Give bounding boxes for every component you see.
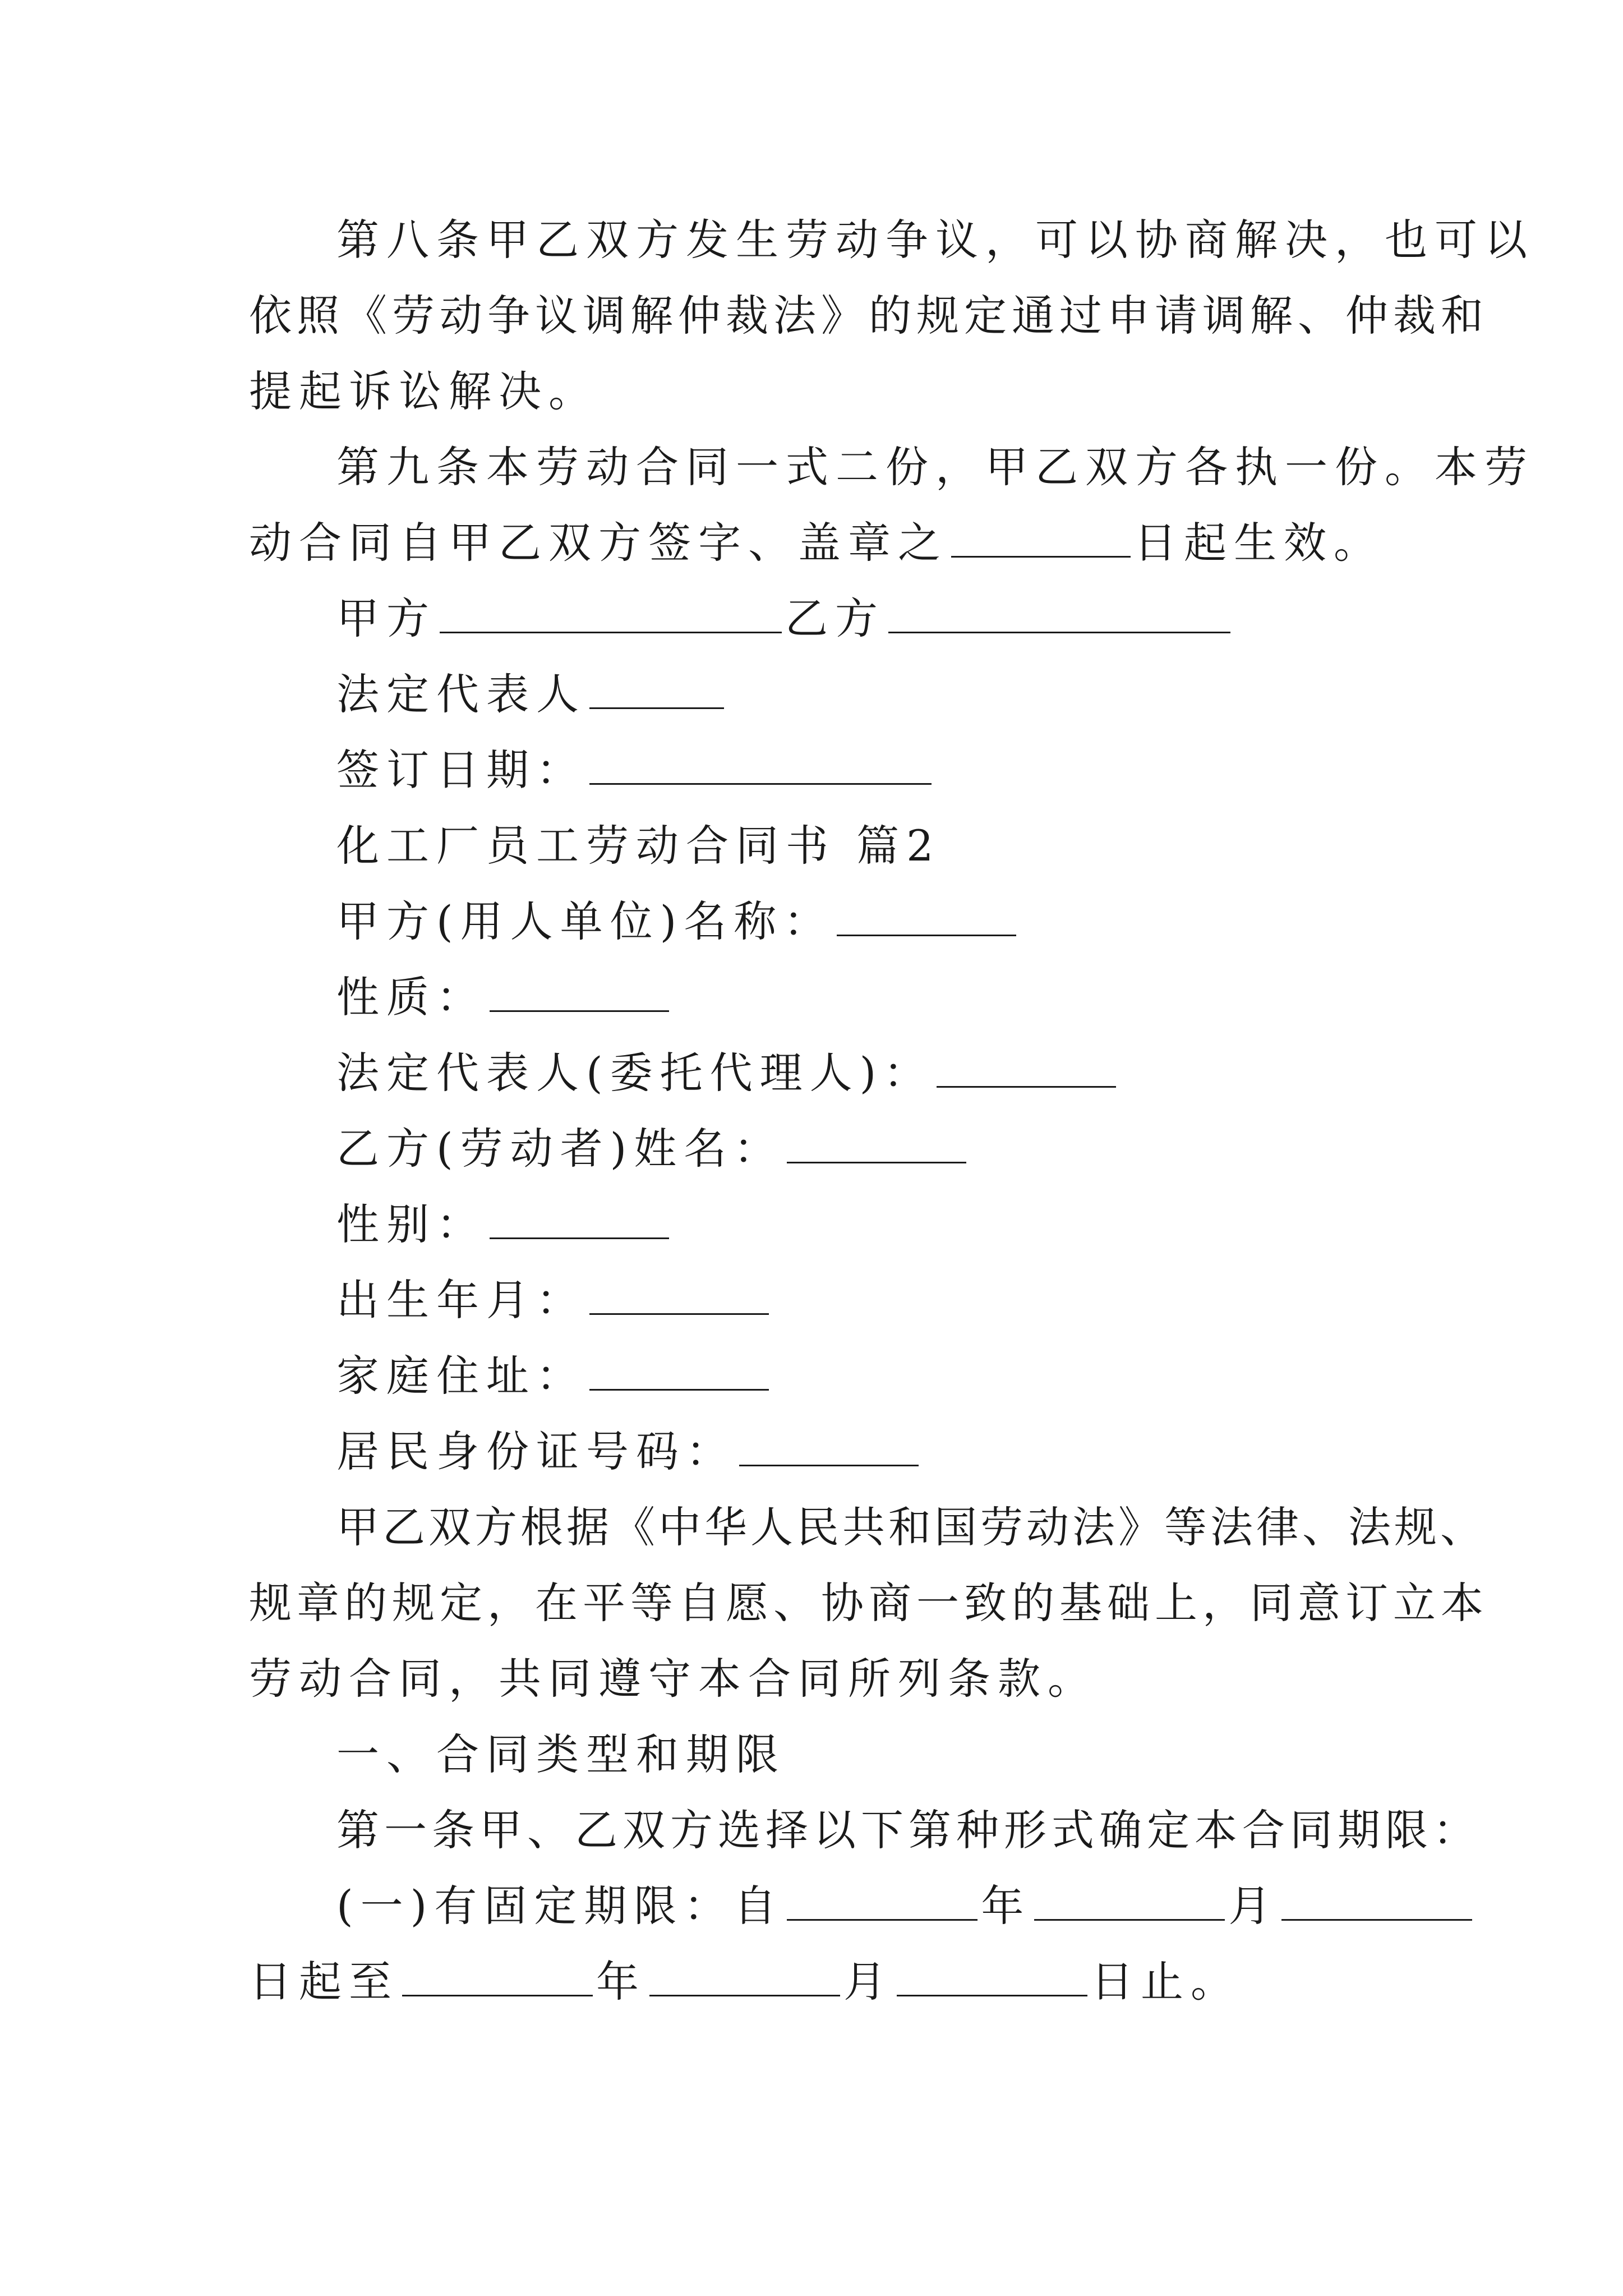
preamble-line-1: 甲乙双方根据《中华人民共和国劳动法》等法律、法规、: [336, 1502, 1486, 1552]
birth-date-blank: [589, 1276, 769, 1315]
legal-rep-agent-line: 法定代表人(委托代理人)：: [336, 1046, 1119, 1100]
employer-name-blank: [837, 898, 1016, 936]
article-9-line-1: 第九条本劳动合同一式二份，甲乙双方各执一份。本劳: [336, 442, 1534, 492]
party-b-blank: [888, 595, 1230, 633]
employee-name-line: 乙方(劳动者)姓名：: [336, 1122, 970, 1176]
home-address-blank: [589, 1352, 769, 1391]
article-8-line-2: 依照《劳动争议调解仲裁法》的规定通过申请调解、仲裁和: [249, 291, 1488, 341]
party-signature-line: 甲方 乙方: [336, 592, 1234, 646]
effective-date-blank: [951, 519, 1131, 558]
home-address-line: 家庭住址：: [336, 1349, 772, 1403]
sign-date-line: 签订日期：: [336, 743, 935, 797]
end-month-blank: [649, 1958, 840, 1996]
legal-rep-line: 法定代表人: [336, 668, 727, 721]
preamble-line-3: 劳动合同，共同遵守本合同所列条款。: [249, 1654, 1098, 1704]
legal-rep-blank: [589, 670, 724, 709]
article-9-line-2: 动合同自甲乙双方签字、盖章之 日起生效。: [249, 518, 1384, 568]
fixed-term-line-1: (一)有固定期限：自 年 月: [336, 1879, 1476, 1933]
employee-name-blank: [787, 1125, 966, 1163]
id-number-line: 居民身份证号码：: [336, 1425, 922, 1479]
nature-line: 性质：: [336, 970, 672, 1024]
id-number-blank: [739, 1428, 919, 1466]
start-month-blank: [1034, 1882, 1225, 1921]
end-year-blank: [402, 1958, 593, 1996]
party-a-blank: [440, 595, 782, 633]
gender-line: 性别：: [336, 1198, 672, 1251]
end-day-blank: [897, 1958, 1087, 1996]
legal-rep-agent-blank: [937, 1049, 1116, 1088]
birth-date-line: 出生年月：: [336, 1273, 772, 1327]
start-year-blank: [787, 1882, 978, 1921]
sign-date-blank: [589, 746, 932, 785]
preamble-line-2: 规章的规定，在平等自愿、协商一致的基础上，同意订立本: [249, 1578, 1488, 1628]
chapter-heading: 一、合同类型和期限: [336, 1729, 786, 1779]
employer-name-line: 甲方(用人单位)名称：: [336, 895, 1020, 949]
article-8-line-3: 提起诉讼解决。: [249, 366, 598, 416]
article-1-line: 第一条甲、乙双方选择以下第种形式确定本合同期限：: [336, 1805, 1481, 1855]
gender-blank: [490, 1200, 669, 1239]
nature-blank: [490, 973, 669, 1012]
article-8-line-1: 第八条甲乙双方发生劳动争议，可以协商解决，也可以: [336, 215, 1534, 265]
section-title: 化工厂员工劳动合同书 篇2: [336, 821, 941, 871]
start-day-blank: [1281, 1882, 1472, 1921]
fixed-term-line-2: 日起至 年 月 日止。: [249, 1957, 1241, 2007]
